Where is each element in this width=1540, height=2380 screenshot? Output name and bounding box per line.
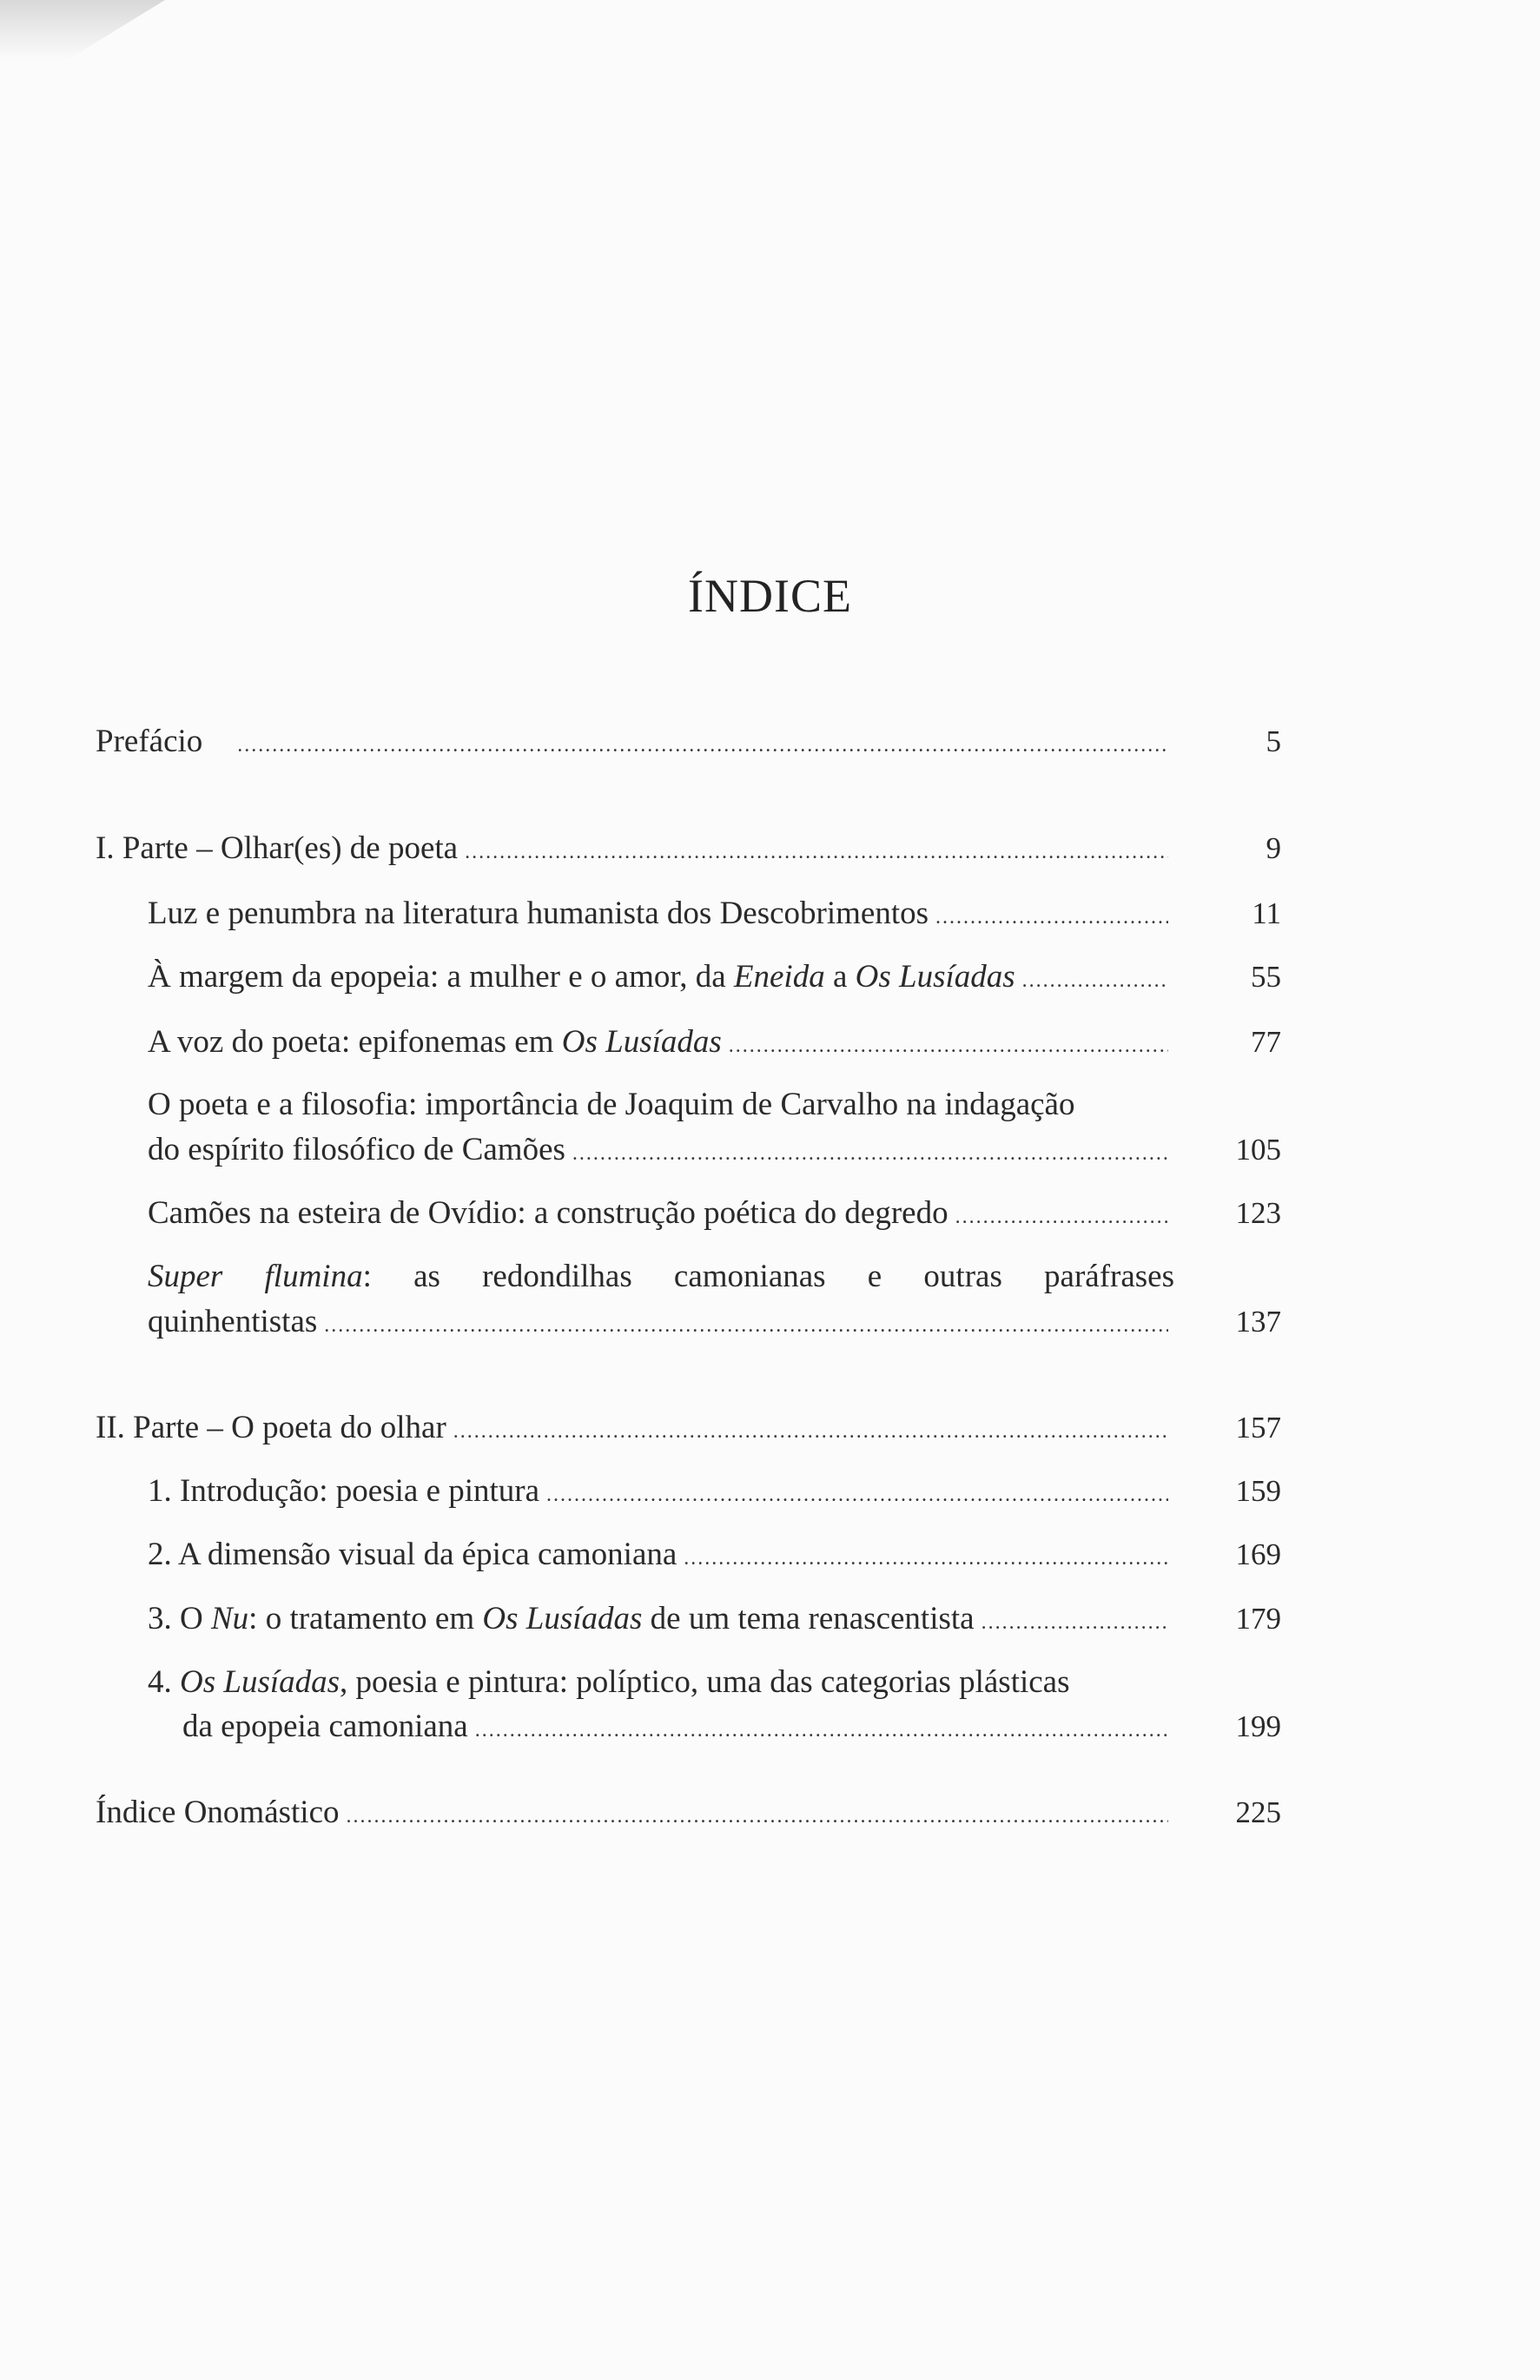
- leader-dots: [982, 1611, 1168, 1635]
- toc-entry-label: Prefácio: [96, 724, 203, 759]
- label-text: : o tratamento em: [248, 1601, 483, 1636]
- toc-page-number: 123: [1235, 1196, 1281, 1230]
- toc-entry-poeta-e-filosofia: [148, 1131, 1281, 1168]
- italic-title: Super flumina: [148, 1259, 363, 1294]
- label-text: a: [824, 959, 856, 995]
- toc-entry-label: [148, 1023, 722, 1061]
- italic-title: Os Lusíadas: [855, 959, 1015, 995]
- leader-dots: [237, 734, 1168, 757]
- toc-entry-super-flumina: [148, 1303, 1281, 1340]
- toc-entry-introducao: [148, 1472, 1281, 1510]
- toc-page-number: 225: [1235, 1795, 1281, 1829]
- toc-entry-indice-onomastico: [96, 1794, 1281, 1831]
- leader-dots: [546, 1484, 1168, 1507]
- page-title: ÍNDICE: [688, 570, 852, 622]
- leader-dots: [1022, 969, 1168, 993]
- toc-entry-voz-do-poeta: [148, 1023, 1281, 1061]
- leader-dots: [475, 1719, 1168, 1742]
- label-text: , poesia e pintura: políptico, uma das categorias plásticas: [340, 1664, 1070, 1700]
- leader-dots: [453, 1420, 1168, 1444]
- toc-page-number: 11: [1252, 896, 1281, 930]
- toc-entry-lusiadas-poesia-line1: [148, 1663, 1070, 1701]
- toc-page-number: 159: [1235, 1474, 1281, 1508]
- toc-page-number: 157: [1235, 1411, 1281, 1445]
- leader-dots: [572, 1142, 1168, 1166]
- toc-entry-label: II. Parte – O poeta do olhar: [96, 1410, 446, 1445]
- toc-entry-parte-2: [96, 1409, 1281, 1446]
- toc-entry-label: Luz e penumbra na literatura humanista dos Descobrimentos: [148, 896, 929, 931]
- toc-entry-label: quinhentistas: [148, 1304, 318, 1339]
- label-text: : as redondilhas camonianas e outras paráfrases: [362, 1259, 1174, 1294]
- toc-page-number: 105: [1235, 1133, 1281, 1167]
- toc-entry-luz-e-penumbra: [148, 895, 1281, 932]
- label-text: A voz do poeta: epifonemas em: [148, 1024, 562, 1060]
- toc-page-number: 137: [1235, 1305, 1281, 1339]
- leader-dots: [347, 1805, 1169, 1828]
- toc-entry-label: 1. Introdução: poesia e pintura: [148, 1473, 540, 1509]
- toc-entry-dimensao-visual: [148, 1536, 1281, 1573]
- toc-entry-margem-da-epopeia: [148, 958, 1281, 995]
- toc-entry-parte-1: [96, 830, 1281, 867]
- toc-entry-label: Camões na esteira de Ovídio: a construção poética do degredo: [148, 1195, 948, 1231]
- toc-page-number: 199: [1235, 1709, 1281, 1743]
- italic-title: Os Lusíadas: [561, 1024, 722, 1060]
- italic-title: Eneida: [733, 959, 825, 995]
- leader-dots: [465, 841, 1168, 864]
- toc-entry-label: [148, 1600, 975, 1637]
- toc-page-number: 55: [1251, 960, 1281, 994]
- toc-entry-prefacio: [96, 723, 1281, 760]
- label-text: 4.: [148, 1664, 180, 1700]
- toc-entry-label: [148, 958, 1015, 995]
- toc-page-number: 77: [1251, 1025, 1281, 1059]
- leader-dots: [955, 1206, 1168, 1229]
- toc-page-number: 179: [1235, 1602, 1281, 1636]
- leader-dots: [935, 906, 1168, 929]
- leader-dots: [684, 1547, 1168, 1570]
- toc-entry-label: I. Parte – Olhar(es) de poeta: [96, 830, 459, 866]
- toc-entry-super-flumina-line1: [148, 1258, 1174, 1295]
- italic-title: Nu: [210, 1601, 249, 1636]
- toc-entry-label: da epopeia camoniana: [182, 1709, 468, 1744]
- label-text: 3. O: [148, 1601, 211, 1636]
- toc-entry-poeta-e-filosofia-line1: O poeta e a filosofia: importância de Joaquim de Carvalho na indagação: [148, 1087, 1075, 1122]
- scan-shadow: [0, 0, 165, 61]
- toc-entry-o-nu: [148, 1600, 1281, 1637]
- toc-page-number: 5: [1266, 724, 1281, 758]
- toc-entry-label: 2. A dimensão visual da épica camoniana: [148, 1537, 677, 1572]
- toc-page-number: 169: [1235, 1537, 1281, 1571]
- toc-entry-label: do espírito filosófico de Camões: [148, 1132, 565, 1167]
- leader-dots: [729, 1035, 1168, 1058]
- leader-dots: [324, 1314, 1168, 1338]
- toc-page-number: 9: [1266, 831, 1281, 865]
- label-text: À margem da epopeia: a mulher e o amor, da: [148, 959, 734, 995]
- label-text: de um tema renascentista: [642, 1601, 975, 1636]
- italic-title: Os Lusíadas: [482, 1601, 643, 1636]
- toc-entry-camoes-ovidio: [148, 1194, 1281, 1232]
- toc-entry-lusiadas-poesia: [182, 1708, 1281, 1745]
- italic-title: Os Lusíadas: [180, 1664, 340, 1700]
- toc-entry-label: Índice Onomástico: [96, 1795, 340, 1830]
